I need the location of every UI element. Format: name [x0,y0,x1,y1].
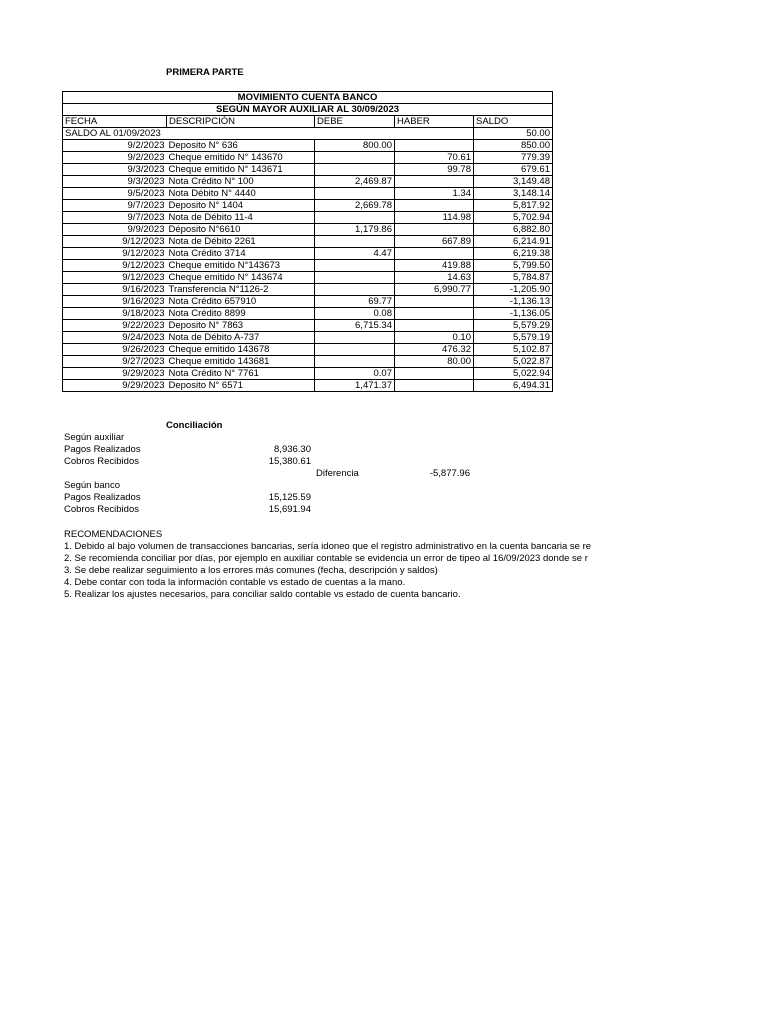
recomendacion-4: 4. Debe contar con toda la información contable vs estado de cuentas a la mano. [64,577,406,588]
recomendacion-2: 2. Se recomienda conciliar por días, por ejemplo en auxiliar contable se evidencia un error de tipeo al 16/09/2023 donde se r [64,553,588,564]
cell-descripcion: Nota de Débito A-737 [167,332,315,344]
banco-pagos-value: 15,125.59 [268,492,311,503]
banco-label: Según banco [64,480,120,491]
aux-cobros-label: Cobros Recibidos [64,456,139,467]
table-row [63,176,553,188]
table-row [63,308,553,320]
table-row [63,140,553,152]
cell-debe [315,212,395,224]
cell-haber: 14.63 [395,272,474,284]
table-row [63,380,553,392]
table-row [63,248,553,260]
cell-haber [395,320,474,332]
cell-haber [395,200,474,212]
cell-descripcion: Nota Crédito 657910 [167,296,315,308]
cell-saldo: -1,205.90 [474,284,553,296]
cell-descripcion: Cheque emitido N° 143671 [167,164,315,176]
table-row [63,296,553,308]
cell-fecha: 9/24/2023 [63,332,167,344]
cell-saldo: 5,579.19 [474,332,553,344]
ledger-table [62,91,553,392]
table-row [63,164,553,176]
cell-debe: 800.00 [315,140,395,152]
conciliacion-title: Conciliación [166,420,223,431]
aux-pagos-value: 8,936.30 [274,444,311,455]
cell-haber: 80.00 [395,356,474,368]
cell-descripcion: Nota Crédito 8899 [167,308,315,320]
cell-descripcion: Deposito N° 7863 [167,320,315,332]
cell-debe: 0.07 [315,368,395,380]
cell-haber [395,308,474,320]
cell-saldo: 3,149.48 [474,176,553,188]
cell-saldo: 5,022.94 [474,368,553,380]
cell-descripcion: Cheque emitido N° 143670 [167,152,315,164]
cell-fecha: 9/12/2023 [63,260,167,272]
cell-debe [315,152,395,164]
cell-fecha: 9/29/2023 [63,380,167,392]
cell-saldo: 5,102.87 [474,344,553,356]
cell-haber: 6,990.77 [395,284,474,296]
cell-descripcion: Nota Crédito 3714 [167,248,315,260]
cell-fecha: 9/12/2023 [63,272,167,284]
cell-descripcion: Nota Crédito N° 100 [167,176,315,188]
cell-fecha: 9/9/2023 [63,224,167,236]
cell-descripcion: Déposito N°6610 [167,224,315,236]
cell-saldo: 679.61 [474,164,553,176]
banco-cobros-label: Cobros Recibidos [64,504,139,515]
table-row [63,356,553,368]
cell-descripcion: Deposito N° 1404 [167,200,315,212]
cell-saldo: 5,579.29 [474,320,553,332]
cell-saldo: 6,882.80 [474,224,553,236]
cell-haber [395,140,474,152]
opening-balance-value: 50.00 [474,128,553,140]
cell-debe: 2,469.87 [315,176,395,188]
cell-debe: 1,471.37 [315,380,395,392]
auxiliar-label: Según auxiliar [64,432,125,443]
recomendacion-1: 1. Debido al bajo volumen de transacciones bancarias, sería idoneo que el registro administrativo en la cuenta bancaria se re [64,541,592,552]
cell-saldo: 3,148.14 [474,188,553,200]
cell-haber [395,176,474,188]
recomendacion-5: 5. Realizar los ajustes necesarios, para conciliar saldo contable vs estado de cuenta bancario. [64,589,461,600]
cell-descripcion: Cheque emitido 143681 [167,356,315,368]
cell-fecha: 9/18/2023 [63,308,167,320]
table-row [63,236,553,248]
cell-fecha: 9/3/2023 [63,176,167,188]
cell-debe [315,236,395,248]
cell-debe: 6,715.34 [315,320,395,332]
table-row [63,332,553,344]
table-row [63,344,553,356]
cell-haber: 476.32 [395,344,474,356]
cell-descripcion: Deposito N° 636 [167,140,315,152]
cell-saldo: 5,784.87 [474,272,553,284]
table-row [63,200,553,212]
ledger-subtitle: SEGÚN MAYOR AUXILIAR AL 30/09/2023 [63,104,553,116]
ledger-header-row [63,116,553,128]
cell-descripcion: Deposito N° 6571 [167,380,315,392]
cell-descripcion: Nota Crédito N° 7761 [167,368,315,380]
table-row [63,368,553,380]
cell-saldo: 6,494.31 [474,380,553,392]
header-descripcion: DESCRIPCIÓN [167,116,315,128]
table-row [63,212,553,224]
cell-fecha: 9/2/2023 [63,140,167,152]
cell-descripcion: Cheque emitido N°143673 [167,260,315,272]
cell-debe [315,284,395,296]
table-row [63,272,553,284]
cell-descripcion: Cheque emitido 143678 [167,344,315,356]
cell-descripcion: Transferencia N°1126-2 [167,284,315,296]
cell-debe [315,356,395,368]
cell-descripcion: Nota de Débito 11-4 [167,212,315,224]
cell-descripcion: Nota Débito N° 4440 [167,188,315,200]
aux-cobros-value: 15,380.61 [268,456,311,467]
header-haber: HABER [395,116,474,128]
cell-haber [395,296,474,308]
diferencia-label: Diferencia [316,468,359,479]
header-fecha: FECHA [63,116,167,128]
cell-fecha: 9/7/2023 [63,200,167,212]
cell-saldo: 6,214.91 [474,236,553,248]
ledger-title-row [63,92,553,104]
cell-fecha: 9/5/2023 [63,188,167,200]
cell-debe: 69.77 [315,296,395,308]
cell-fecha: 9/12/2023 [63,236,167,248]
cell-haber: 667.89 [395,236,474,248]
cell-haber [395,248,474,260]
cell-saldo: 6,219.38 [474,248,553,260]
cell-debe: 4.47 [315,248,395,260]
opening-balance-label: SALDO AL 01/09/2023 [63,128,474,140]
cell-haber: 70.61 [395,152,474,164]
cell-haber: 419.88 [395,260,474,272]
cell-debe [315,188,395,200]
cell-debe: 0.08 [315,308,395,320]
part-title: PRIMERA PARTE [166,67,244,78]
header-debe: DEBE [315,116,395,128]
cell-descripcion: Cheque emitido N° 143674 [167,272,315,284]
cell-haber: 99.78 [395,164,474,176]
aux-pagos-label: Pagos Realizados [64,444,141,455]
banco-pagos-label: Pagos Realizados [64,492,141,503]
cell-fecha: 9/26/2023 [63,344,167,356]
cell-fecha: 9/29/2023 [63,368,167,380]
cell-haber [395,368,474,380]
cell-fecha: 9/22/2023 [63,320,167,332]
cell-fecha: 9/7/2023 [63,212,167,224]
diferencia-value: -5,877.96 [429,468,470,479]
cell-saldo: 779.39 [474,152,553,164]
cell-fecha: 9/16/2023 [63,284,167,296]
cell-saldo: 850.00 [474,140,553,152]
cell-haber: 1.34 [395,188,474,200]
table-row [63,224,553,236]
cell-haber [395,380,474,392]
ledger-subtitle-row [63,104,553,116]
cell-haber [395,224,474,236]
cell-debe: 2,669.78 [315,200,395,212]
cell-saldo: 5,702.94 [474,212,553,224]
cell-descripcion: Nota de Débito 2261 [167,236,315,248]
cell-saldo: -1,136.05 [474,308,553,320]
recomendaciones-title: RECOMENDACIONES [64,529,163,540]
table-row [63,188,553,200]
table-row [63,152,553,164]
cell-haber: 0.10 [395,332,474,344]
cell-saldo: 5,817.92 [474,200,553,212]
cell-fecha: 9/2/2023 [63,152,167,164]
cell-fecha: 9/12/2023 [63,248,167,260]
cell-debe [315,272,395,284]
cell-saldo: 5,799.50 [474,260,553,272]
cell-saldo: -1,136.13 [474,296,553,308]
cell-saldo: 5,022.87 [474,356,553,368]
cell-haber: 114.98 [395,212,474,224]
table-row [63,320,553,332]
cell-debe: 1,179.86 [315,224,395,236]
cell-fecha: 9/16/2023 [63,296,167,308]
cell-fecha: 9/27/2023 [63,356,167,368]
recomendacion-3: 3. Se debe realizar seguimiento a los errores más comunes (fecha, descripción y saldos) [64,565,438,576]
cell-fecha: 9/3/2023 [63,164,167,176]
banco-cobros-value: 15,691.94 [268,504,311,515]
cell-debe [315,332,395,344]
cell-debe [315,164,395,176]
header-saldo: SALDO [474,116,553,128]
opening-balance-row [63,128,553,140]
table-row [63,284,553,296]
cell-debe [315,344,395,356]
ledger-title: MOVIMIENTO CUENTA BANCO [63,92,553,104]
table-row [63,260,553,272]
cell-debe [315,260,395,272]
